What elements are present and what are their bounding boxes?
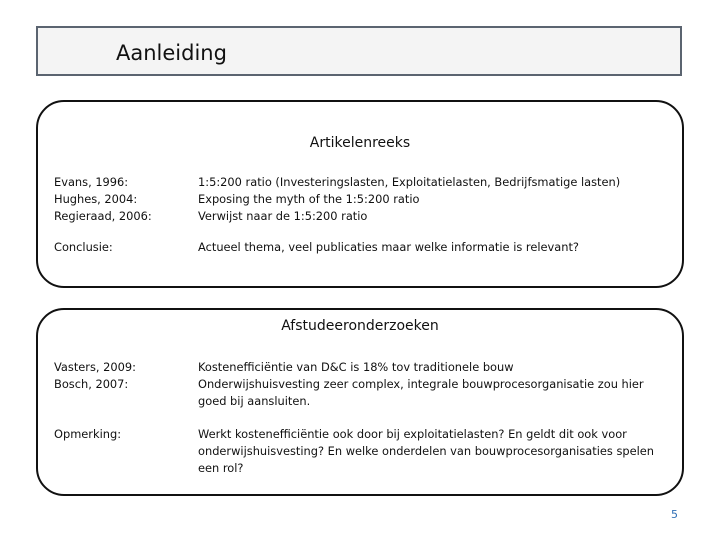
source-bosch: Bosch, 2007:	[54, 377, 129, 391]
remark-line-2: onderwijshuisvesting? En welke onderdelen van bouwprocesorganisaties spelen	[198, 444, 655, 458]
remark-label: Opmerking:	[54, 427, 122, 441]
finding-vasters: Kostenefficiëntie van D&C is 18% tov traditionele bouw	[198, 360, 514, 374]
theses-findings	[198, 359, 668, 410]
source-hughes: Hughes, 2004:	[54, 192, 138, 206]
remark-line-3: een rol?	[198, 461, 244, 475]
finding-bosch-cont: goed bij aansluiten.	[198, 394, 311, 408]
finding-regieraad: Verwijst naar de 1:5:200 ratio	[198, 209, 368, 223]
theses-heading: Afstudeeronderzoeken	[281, 318, 439, 334]
finding-hughes: Exposing the myth of the 1:5:200 ratio	[198, 192, 420, 206]
finding-evans: 1:5:200 ratio (Investeringslasten, Exploitatielasten, Bedrijfsmatige lasten)	[198, 175, 621, 189]
conclusion-label: Conclusie:	[54, 240, 113, 254]
finding-bosch: Onderwijshuisvesting zeer complex, integrale bouwprocesorganisatie zou hier	[198, 377, 644, 391]
page-number: 5	[671, 508, 678, 521]
conclusion-text: Actueel thema, veel publicaties maar welke informatie is relevant?	[198, 240, 579, 254]
remark-text	[198, 426, 668, 477]
theses-panel	[36, 308, 684, 496]
slide-title: Aanleiding	[116, 41, 227, 65]
source-evans: Evans, 1996:	[54, 175, 129, 189]
articles-findings	[198, 174, 668, 225]
articles-heading: Artikelenreeks	[309, 135, 411, 151]
remark-line-1: Werkt kostenefficiëntie ook door bij exploitatielasten? En geldt dit ook voor	[198, 427, 627, 441]
source-vasters: Vasters, 2009:	[54, 360, 136, 374]
articles-panel	[36, 100, 684, 288]
title-box	[36, 26, 682, 76]
theses-sources	[54, 359, 194, 393]
articles-sources	[54, 174, 194, 225]
source-regieraad: Regieraad, 2006:	[54, 209, 152, 223]
